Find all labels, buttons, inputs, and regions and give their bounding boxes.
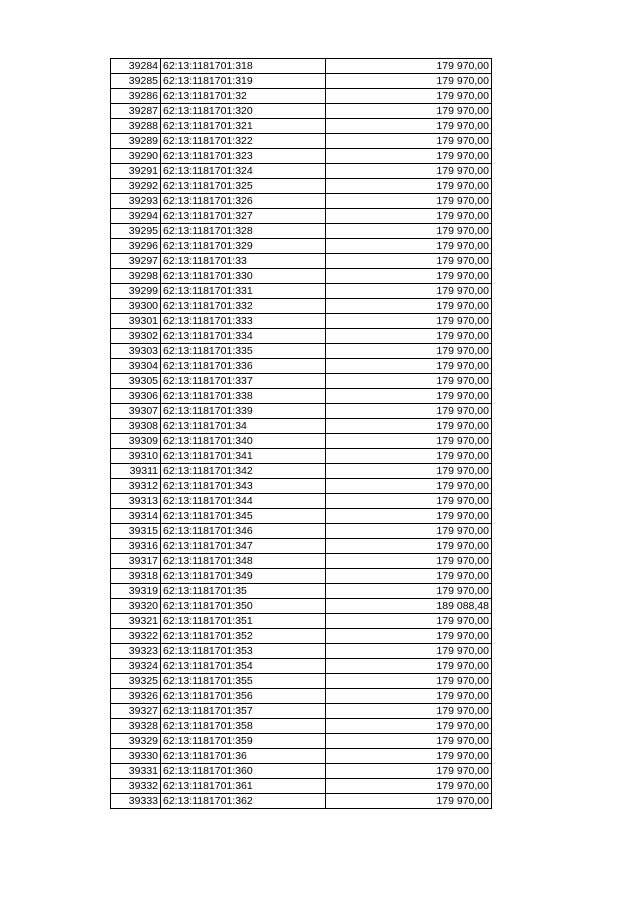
cadastral-id-cell: 62:13:1181701:323 — [161, 149, 326, 164]
table-row — [111, 389, 492, 404]
cadastral-id-cell: 62:13:1181701:346 — [161, 524, 326, 539]
table-row — [111, 59, 492, 74]
amount-cell: 179 970,00 — [326, 539, 492, 554]
amount-cell: 179 970,00 — [326, 614, 492, 629]
amount-cell: 179 970,00 — [326, 164, 492, 179]
amount-cell: 179 970,00 — [326, 104, 492, 119]
row-number-cell: 39301 — [111, 314, 161, 329]
table-row — [111, 614, 492, 629]
cadastral-id-cell: 62:13:1181701:358 — [161, 719, 326, 734]
cadastral-id-cell: 62:13:1181701:340 — [161, 434, 326, 449]
amount-cell: 179 970,00 — [326, 449, 492, 464]
amount-cell: 179 970,00 — [326, 134, 492, 149]
row-number-cell: 39288 — [111, 119, 161, 134]
amount-cell: 179 970,00 — [326, 569, 492, 584]
table-row — [111, 74, 492, 89]
row-number-cell: 39312 — [111, 479, 161, 494]
cadastral-id-cell: 62:13:1181701:344 — [161, 494, 326, 509]
amount-cell: 179 970,00 — [326, 419, 492, 434]
row-number-cell: 39300 — [111, 299, 161, 314]
amount-cell: 179 970,00 — [326, 299, 492, 314]
table-row — [111, 749, 492, 764]
row-number-cell: 39310 — [111, 449, 161, 464]
row-number-cell: 39314 — [111, 509, 161, 524]
cadastral-id-cell: 62:13:1181701:324 — [161, 164, 326, 179]
amount-cell: 179 970,00 — [326, 314, 492, 329]
table-row — [111, 284, 492, 299]
cadastral-id-cell: 62:13:1181701:337 — [161, 374, 326, 389]
amount-cell: 179 970,00 — [326, 509, 492, 524]
row-number-cell: 39307 — [111, 404, 161, 419]
cadastral-id-cell: 62:13:1181701:341 — [161, 449, 326, 464]
amount-cell: 179 970,00 — [326, 74, 492, 89]
table-row — [111, 134, 492, 149]
cadastral-id-cell: 62:13:1181701:34 — [161, 419, 326, 434]
amount-cell: 179 970,00 — [326, 494, 492, 509]
table-row — [111, 644, 492, 659]
amount-cell: 179 970,00 — [326, 404, 492, 419]
table-row — [111, 419, 492, 434]
table-row — [111, 554, 492, 569]
amount-cell: 179 970,00 — [326, 434, 492, 449]
amount-cell: 179 970,00 — [326, 239, 492, 254]
table-body — [111, 59, 492, 809]
cadastral-id-cell: 62:13:1181701:336 — [161, 359, 326, 374]
row-number-cell: 39298 — [111, 269, 161, 284]
amount-cell: 189 088,48 — [326, 599, 492, 614]
row-number-cell: 39289 — [111, 134, 161, 149]
cadastral-id-cell: 62:13:1181701:360 — [161, 764, 326, 779]
amount-cell: 179 970,00 — [326, 389, 492, 404]
row-number-cell: 39304 — [111, 359, 161, 374]
cadastral-id-cell: 62:13:1181701:330 — [161, 269, 326, 284]
amount-cell: 179 970,00 — [326, 644, 492, 659]
cadastral-id-cell: 62:13:1181701:362 — [161, 794, 326, 809]
row-number-cell: 39285 — [111, 74, 161, 89]
row-number-cell: 39325 — [111, 674, 161, 689]
amount-cell: 179 970,00 — [326, 794, 492, 809]
cadastral-id-cell: 62:13:1181701:35 — [161, 584, 326, 599]
row-number-cell: 39333 — [111, 794, 161, 809]
amount-cell: 179 970,00 — [326, 374, 492, 389]
cadastral-id-cell: 62:13:1181701:354 — [161, 659, 326, 674]
row-number-cell: 39328 — [111, 719, 161, 734]
table-row — [111, 164, 492, 179]
row-number-cell: 39321 — [111, 614, 161, 629]
table-row — [111, 479, 492, 494]
cadastral-id-cell: 62:13:1181701:318 — [161, 59, 326, 74]
amount-cell: 179 970,00 — [326, 749, 492, 764]
cadastral-id-cell: 62:13:1181701:352 — [161, 629, 326, 644]
table-row — [111, 539, 492, 554]
table-row — [111, 374, 492, 389]
cadastral-id-cell: 62:13:1181701:356 — [161, 689, 326, 704]
row-number-cell: 39305 — [111, 374, 161, 389]
table-row — [111, 149, 492, 164]
data-table — [110, 58, 492, 809]
table-row — [111, 599, 492, 614]
cadastral-id-cell: 62:13:1181701:342 — [161, 464, 326, 479]
table-row — [111, 209, 492, 224]
row-number-cell: 39316 — [111, 539, 161, 554]
cadastral-id-cell: 62:13:1181701:32 — [161, 89, 326, 104]
row-number-cell: 39299 — [111, 284, 161, 299]
table-row — [111, 494, 492, 509]
table-row — [111, 404, 492, 419]
cadastral-id-cell: 62:13:1181701:327 — [161, 209, 326, 224]
table-row — [111, 329, 492, 344]
table-row — [111, 194, 492, 209]
amount-cell: 179 970,00 — [326, 584, 492, 599]
cadastral-id-cell: 62:13:1181701:328 — [161, 224, 326, 239]
cadastral-id-cell: 62:13:1181701:319 — [161, 74, 326, 89]
amount-cell: 179 970,00 — [326, 734, 492, 749]
table-row — [111, 779, 492, 794]
amount-cell: 179 970,00 — [326, 359, 492, 374]
cadastral-id-cell: 62:13:1181701:321 — [161, 119, 326, 134]
amount-cell: 179 970,00 — [326, 554, 492, 569]
row-number-cell: 39315 — [111, 524, 161, 539]
table-row — [111, 179, 492, 194]
table-row — [111, 269, 492, 284]
row-number-cell: 39309 — [111, 434, 161, 449]
cadastral-id-cell: 62:13:1181701:343 — [161, 479, 326, 494]
amount-cell: 179 970,00 — [326, 119, 492, 134]
cadastral-id-cell: 62:13:1181701:345 — [161, 509, 326, 524]
cadastral-id-cell: 62:13:1181701:350 — [161, 599, 326, 614]
cadastral-id-cell: 62:13:1181701:357 — [161, 704, 326, 719]
cadastral-id-cell: 62:13:1181701:355 — [161, 674, 326, 689]
table-row — [111, 464, 492, 479]
row-number-cell: 39302 — [111, 329, 161, 344]
amount-cell: 179 970,00 — [326, 329, 492, 344]
row-number-cell: 39329 — [111, 734, 161, 749]
amount-cell: 179 970,00 — [326, 209, 492, 224]
table-row — [111, 509, 492, 524]
cadastral-id-cell: 62:13:1181701:339 — [161, 404, 326, 419]
row-number-cell: 39324 — [111, 659, 161, 674]
table-row — [111, 314, 492, 329]
table-row — [111, 659, 492, 674]
table-row — [111, 104, 492, 119]
cadastral-id-cell: 62:13:1181701:359 — [161, 734, 326, 749]
cadastral-id-cell: 62:13:1181701:325 — [161, 179, 326, 194]
row-number-cell: 39332 — [111, 779, 161, 794]
amount-cell: 179 970,00 — [326, 179, 492, 194]
amount-cell: 179 970,00 — [326, 254, 492, 269]
amount-cell: 179 970,00 — [326, 719, 492, 734]
row-number-cell: 39291 — [111, 164, 161, 179]
amount-cell: 179 970,00 — [326, 149, 492, 164]
row-number-cell: 39331 — [111, 764, 161, 779]
cadastral-id-cell: 62:13:1181701:361 — [161, 779, 326, 794]
table-row — [111, 299, 492, 314]
table-row — [111, 629, 492, 644]
row-number-cell: 39293 — [111, 194, 161, 209]
table-row — [111, 764, 492, 779]
amount-cell: 179 970,00 — [326, 479, 492, 494]
row-number-cell: 39317 — [111, 554, 161, 569]
row-number-cell: 39327 — [111, 704, 161, 719]
row-number-cell: 39320 — [111, 599, 161, 614]
amount-cell: 179 970,00 — [326, 659, 492, 674]
table-row — [111, 434, 492, 449]
table-row — [111, 524, 492, 539]
cadastral-id-cell: 62:13:1181701:348 — [161, 554, 326, 569]
amount-cell: 179 970,00 — [326, 464, 492, 479]
cadastral-id-cell: 62:13:1181701:329 — [161, 239, 326, 254]
cadastral-id-cell: 62:13:1181701:331 — [161, 284, 326, 299]
row-number-cell: 39319 — [111, 584, 161, 599]
cadastral-id-cell: 62:13:1181701:333 — [161, 314, 326, 329]
amount-cell: 179 970,00 — [326, 779, 492, 794]
amount-cell: 179 970,00 — [326, 629, 492, 644]
table-row — [111, 674, 492, 689]
amount-cell: 179 970,00 — [326, 224, 492, 239]
table-row — [111, 569, 492, 584]
table-row — [111, 449, 492, 464]
table-row — [111, 359, 492, 374]
table-row — [111, 704, 492, 719]
amount-cell: 179 970,00 — [326, 269, 492, 284]
amount-cell: 179 970,00 — [326, 524, 492, 539]
table-row — [111, 89, 492, 104]
cadastral-id-cell: 62:13:1181701:326 — [161, 194, 326, 209]
cadastral-id-cell: 62:13:1181701:322 — [161, 134, 326, 149]
row-number-cell: 39286 — [111, 89, 161, 104]
row-number-cell: 39318 — [111, 569, 161, 584]
table-row — [111, 254, 492, 269]
cadastral-id-cell: 62:13:1181701:36 — [161, 749, 326, 764]
row-number-cell: 39297 — [111, 254, 161, 269]
row-number-cell: 39322 — [111, 629, 161, 644]
cadastral-id-cell: 62:13:1181701:353 — [161, 644, 326, 659]
cadastral-id-cell: 62:13:1181701:335 — [161, 344, 326, 359]
amount-cell: 179 970,00 — [326, 59, 492, 74]
cadastral-id-cell: 62:13:1181701:33 — [161, 254, 326, 269]
table-row — [111, 239, 492, 254]
cadastral-id-cell: 62:13:1181701:347 — [161, 539, 326, 554]
cadastral-id-cell: 62:13:1181701:338 — [161, 389, 326, 404]
row-number-cell: 39306 — [111, 389, 161, 404]
row-number-cell: 39303 — [111, 344, 161, 359]
table-row — [111, 719, 492, 734]
row-number-cell: 39290 — [111, 149, 161, 164]
row-number-cell: 39284 — [111, 59, 161, 74]
row-number-cell: 39308 — [111, 419, 161, 434]
row-number-cell: 39330 — [111, 749, 161, 764]
amount-cell: 179 970,00 — [326, 689, 492, 704]
amount-cell: 179 970,00 — [326, 764, 492, 779]
cadastral-id-cell: 62:13:1181701:351 — [161, 614, 326, 629]
row-number-cell: 39295 — [111, 224, 161, 239]
cadastral-id-cell: 62:13:1181701:332 — [161, 299, 326, 314]
amount-cell: 179 970,00 — [326, 89, 492, 104]
table-row — [111, 224, 492, 239]
row-number-cell: 39287 — [111, 104, 161, 119]
row-number-cell: 39323 — [111, 644, 161, 659]
cadastral-id-cell: 62:13:1181701:334 — [161, 329, 326, 344]
amount-cell: 179 970,00 — [326, 344, 492, 359]
table-row — [111, 119, 492, 134]
amount-cell: 179 970,00 — [326, 194, 492, 209]
cadastral-id-cell: 62:13:1181701:320 — [161, 104, 326, 119]
row-number-cell: 39326 — [111, 689, 161, 704]
row-number-cell: 39294 — [111, 209, 161, 224]
table-row — [111, 794, 492, 809]
table-row — [111, 734, 492, 749]
row-number-cell: 39313 — [111, 494, 161, 509]
row-number-cell: 39292 — [111, 179, 161, 194]
row-number-cell: 39296 — [111, 239, 161, 254]
amount-cell: 179 970,00 — [326, 674, 492, 689]
amount-cell: 179 970,00 — [326, 704, 492, 719]
amount-cell: 179 970,00 — [326, 284, 492, 299]
table-row — [111, 584, 492, 599]
table-row — [111, 689, 492, 704]
table-row — [111, 344, 492, 359]
row-number-cell: 39311 — [111, 464, 161, 479]
cadastral-id-cell: 62:13:1181701:349 — [161, 569, 326, 584]
